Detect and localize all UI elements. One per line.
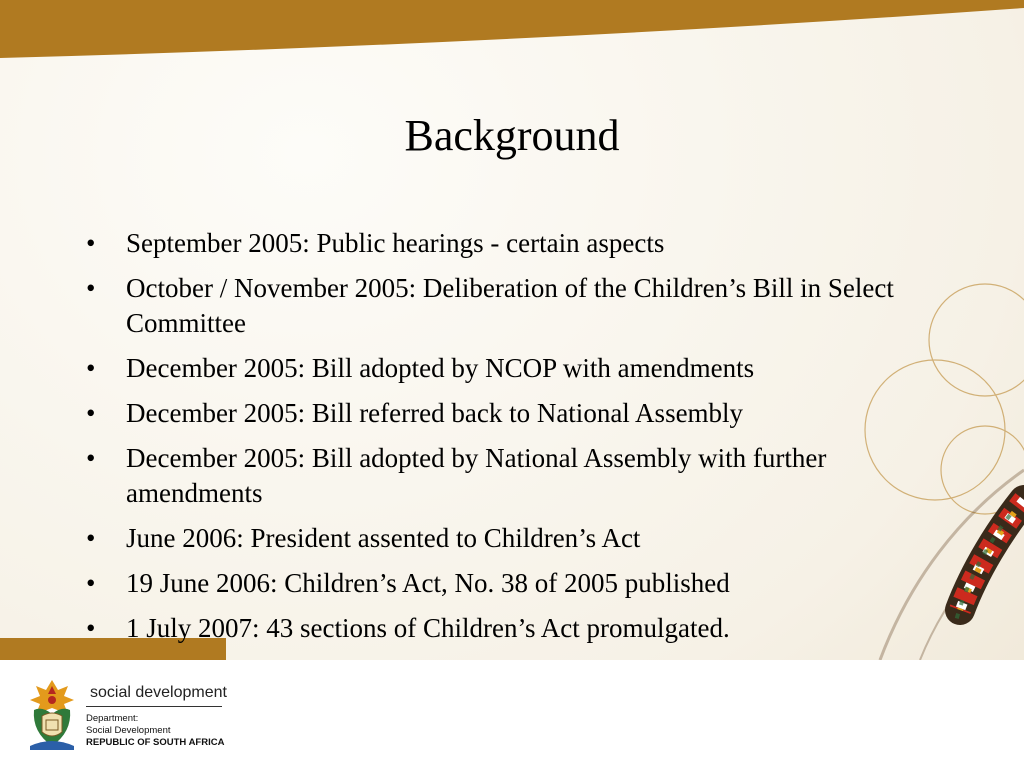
dept-label: Department:	[86, 713, 139, 724]
bullet-glyph: •	[86, 228, 96, 258]
bullet-text: 19 June 2006: Children’s Act, No. 38 of 2005 published	[126, 568, 730, 598]
bullet-glyph: •	[86, 523, 96, 553]
list-item	[86, 521, 936, 556]
dept-name: Social Development	[86, 725, 171, 736]
list-item	[86, 226, 936, 261]
org-name: social development	[90, 684, 227, 701]
bullet-glyph: •	[86, 568, 96, 598]
department-block	[86, 713, 224, 749]
coat-of-arms-icon	[24, 676, 80, 752]
bullet-text: 1 July 2007: 43 sections of Children’s Act promulgated.	[126, 613, 730, 643]
bullet-text: June 2006: President assented to Children’s Act	[126, 523, 641, 553]
list-item	[86, 441, 936, 511]
bullet-text: December 2005: Bill adopted by National Assembly with further amendments	[126, 443, 827, 508]
list-item	[86, 271, 936, 341]
footer	[0, 660, 1024, 768]
bullet-glyph: •	[86, 353, 96, 383]
bullet-glyph: •	[86, 273, 96, 303]
list-item	[86, 396, 936, 431]
list-item	[86, 351, 936, 386]
slide-title: Background	[404, 111, 620, 160]
bullet-glyph: •	[86, 613, 96, 643]
list-item	[86, 566, 936, 601]
country-name: REPUBLIC OF SOUTH AFRICA	[86, 737, 225, 748]
bullet-glyph: •	[86, 398, 96, 428]
bullet-text: October / November 2005: Deliberation of the Children’s Bill in Select Committee	[126, 273, 894, 338]
list-item	[86, 611, 936, 646]
bullet-list	[86, 226, 936, 656]
bullet-text: December 2005: Bill referred back to National Assembly	[126, 398, 744, 428]
bullet-text: September 2005: Public hearings - certain aspects	[126, 228, 665, 258]
bullet-text: December 2005: Bill adopted by NCOP with amendments	[126, 353, 755, 383]
bullet-glyph: •	[86, 443, 96, 473]
divider	[86, 706, 222, 707]
